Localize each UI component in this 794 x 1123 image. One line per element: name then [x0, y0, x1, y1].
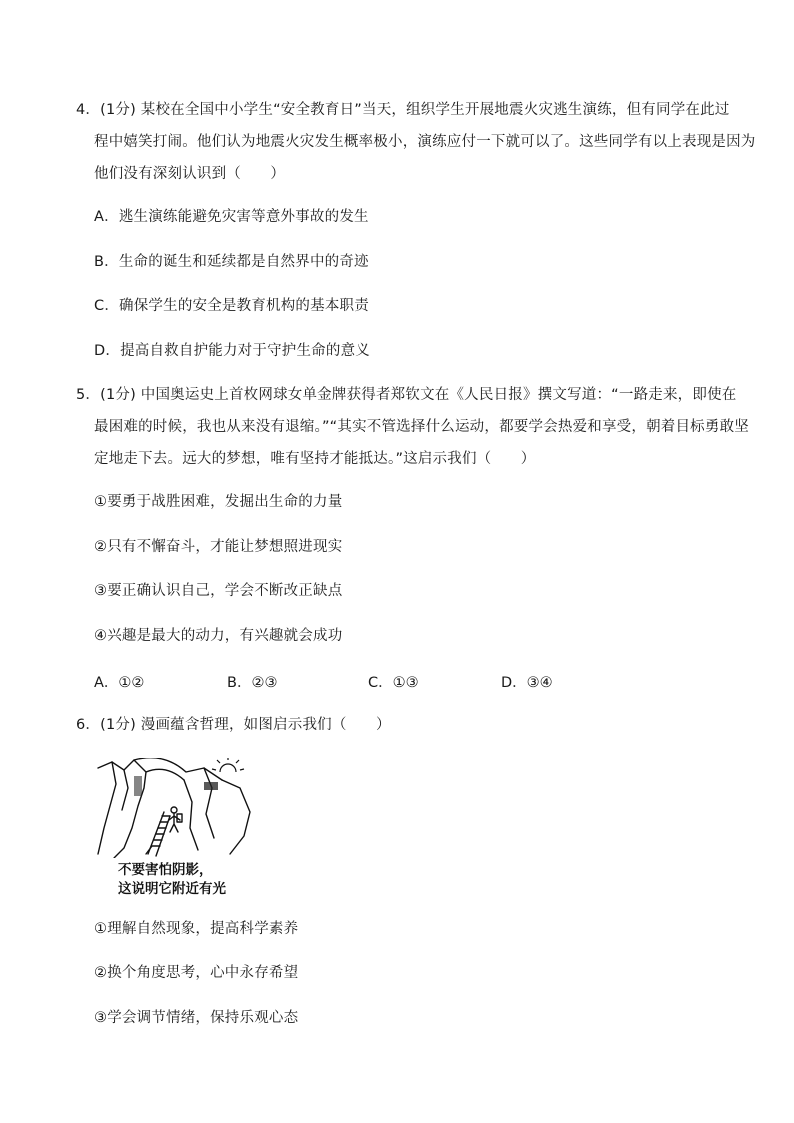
cartoon-caption-line-1: 不要害怕阴影，	[118, 862, 213, 878]
q4-option-d: D．提高自救自护能力对于守护生命的意义	[94, 343, 370, 359]
q5-choice-c: C．①③	[368, 675, 419, 691]
q5-stem-line-1: 5．(1分) 中国奥运史上首枚网球女单金牌获得者郑钦文在《人民日报》撰文写道：“一路走来，即使在	[76, 387, 737, 403]
q5-statement-2: ②只有不懈奋斗，才能让梦想照进现实	[94, 539, 343, 555]
q5-statement-4: ④兴趣是最大的动力，有兴趣就会成功	[94, 628, 343, 644]
q4-stem-line-1: 4．(1分) 某校在全国中小学生“安全教育日”当天，组织学生开展地震火灾逃生演练，但有同学在此过	[76, 102, 730, 118]
q6-statement-2: ②换个角度思考，心中永存希望	[94, 965, 299, 981]
cartoon-image	[94, 758, 254, 896]
q5-statement-1: ①要勇于战胜困难，发掘出生命的力量	[94, 494, 343, 510]
cartoon-drawing	[94, 758, 254, 858]
q4-stem-line-2: 程中嬉笑打闹。他们认为地震火灾发生概率极小，演练应付一下就可以了。这些同学有以上表现是因为	[94, 134, 756, 150]
q4-option-b: B．生命的诞生和延续都是自然界中的奇迹	[94, 254, 369, 270]
q6-statement-3: ③学会调节情绪，保持乐观心态	[94, 1010, 299, 1026]
q5-choice-a: A．①②	[94, 675, 145, 691]
cartoon-caption-line-2: 这说明它附近有光	[118, 881, 226, 897]
q5-statement-3: ③要正确认识自己，学会不断改正缺点	[94, 583, 343, 599]
q4-option-c: C．确保学生的安全是教育机构的基本职责	[94, 298, 369, 314]
q6-stem-line-1: 6．(1分) 漫画蕴含哲理，如图启示我们（ ）	[76, 717, 391, 733]
q6-statement-1: ①理解自然现象，提高科学素养	[94, 921, 299, 937]
q4-option-a: A．逃生演练能避免灾害等意外事故的发生	[94, 209, 369, 225]
q5-choice-b: B．②③	[227, 675, 278, 691]
q5-stem-line-2: 最困难的时候，我也从来没有退缩。”“其实不管选择什么运动，都要学会热爱和享受，朝着目标勇敢坚	[94, 419, 749, 435]
q5-choice-d: D．③④	[501, 675, 553, 691]
q5-choice-row	[94, 671, 694, 691]
q5-stem-line-3: 定地走下去。远大的梦想，唯有坚持才能抵达。”这启示我们（ ）	[94, 451, 536, 467]
q4-stem-line-3: 他们没有深刻认识到（ ）	[94, 166, 286, 182]
